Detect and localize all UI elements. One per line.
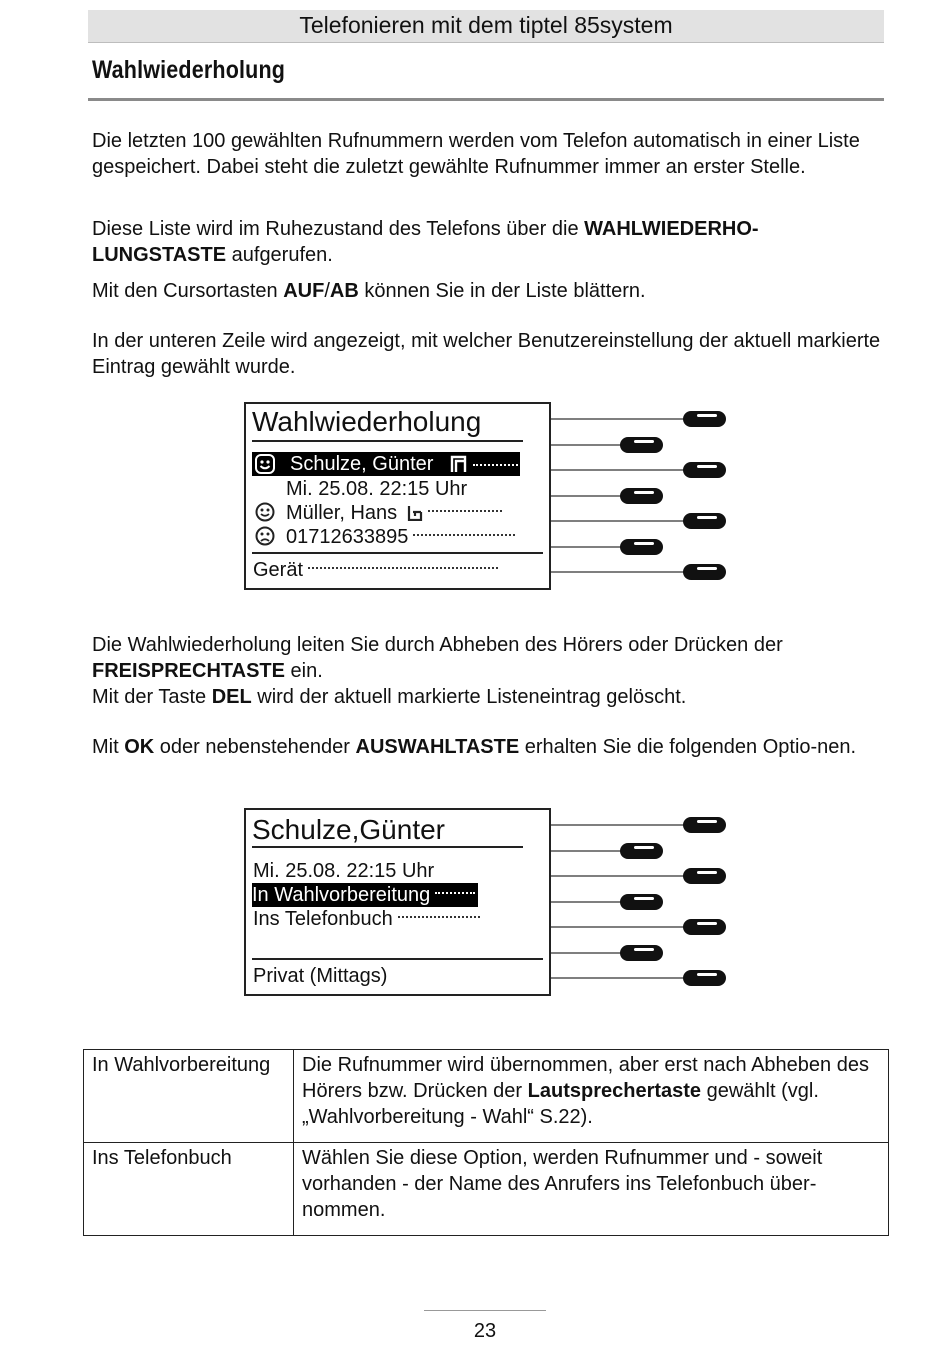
leader-dots [413, 534, 515, 536]
display-title: Wahlwiederholung [252, 406, 482, 437]
softkey-button[interactable] [683, 462, 726, 478]
entry-name: Müller, Hans [286, 502, 398, 524]
option-name-cell: Ins Telefonbuch [84, 1143, 294, 1236]
option-name-cell: In Wahlvorbereitung [84, 1050, 294, 1143]
intro-p3-text-e: können Sie in der Liste blättern. [358, 280, 646, 302]
intro-paragraph-2 [92, 216, 882, 268]
display-status-rule [252, 552, 543, 554]
display-title-rule [252, 440, 523, 442]
table-row [84, 1143, 889, 1236]
softkey-button[interactable] [683, 868, 726, 884]
middle-p3-text-c: oder nebenstehender [154, 736, 356, 758]
softkey-button[interactable] [683, 919, 726, 935]
softkey-button[interactable] [620, 945, 663, 961]
entry-number: 01712633895 [286, 526, 409, 548]
leader-dots [473, 464, 518, 466]
smiley-icon [254, 501, 276, 523]
running-header-title: Telefonieren mit dem tiptel 85system [299, 12, 673, 38]
desc-text: gewählt (vgl. „Wahlvorbereitung - Wahl“ S.22). [302, 1080, 819, 1128]
intro-p3-text-a: Mit den Cursortasten [92, 280, 284, 302]
select-key-label: AUSWAHLTASTE [355, 736, 520, 758]
softkey-button[interactable] [683, 970, 726, 986]
user-b-icon [407, 505, 423, 521]
intro-paragraph-1: Die letzten 100 gewählten Rufnummern werden vom Telefon automatisch in einer Liste gespeichert. Dabei steht die zuletzt gewählte Rufnummer immer an erster Stelle. [92, 130, 860, 178]
status-text: Gerät [253, 559, 304, 581]
softkey-button[interactable] [620, 843, 663, 859]
redial-key-label: WAHLWIEDERHO-LUNGSTASTE [92, 218, 759, 266]
middle-paragraph-3 [92, 734, 882, 760]
up-key-label: AUF [283, 280, 325, 302]
desc-bold: Lautsprechertaste [527, 1080, 702, 1102]
middle-paragraph-2 [92, 684, 882, 710]
user-a-icon [450, 455, 468, 473]
softkey-button[interactable] [683, 411, 726, 427]
intro-p2-text-a: Diese Liste wird im Ruhezustand des Telefons über die [92, 218, 585, 240]
title-divider [88, 98, 884, 101]
softkey-button[interactable] [683, 564, 726, 580]
redial-entry-selected[interactable] [252, 452, 520, 476]
intro-paragraph-4: In der unteren Zeile wird angezeigt, mit welcher Benutzereinstellung der aktuell markierte Eintrag gewählt wurde. [92, 330, 881, 378]
middle-p2-text-c: wird der aktuell markierte Listeneintrag gelöscht. [251, 686, 687, 708]
down-key-label: AB [329, 280, 359, 302]
footer-divider [424, 1310, 546, 1311]
option-ins-telefonbuch[interactable] [253, 907, 480, 931]
options-display [244, 808, 551, 996]
softkey-button[interactable] [683, 817, 726, 833]
display-status-line: Privat (Mittags) [253, 965, 388, 987]
del-key-label: DEL [211, 686, 252, 708]
option-in-wahlvorbereitung[interactable] [252, 883, 478, 907]
display-title: Schulze,Günter [252, 814, 445, 845]
entry-datetime: Mi. 25.08. 22:15 Uhr [286, 478, 468, 500]
entry-datetime: Mi. 25.08. 22:15 Uhr [253, 860, 435, 882]
slash-text: / [324, 280, 330, 302]
running-header [88, 10, 884, 43]
middle-p1-text-a: Die Wahlwiederholung leiten Sie durch Abheben des Hörers oder Drücken der [92, 634, 783, 656]
ok-key-label: OK [124, 736, 155, 758]
options-table [83, 1049, 889, 1236]
option-label: Ins Telefonbuch [253, 908, 393, 930]
option-description-cell: Wählen Sie diese Option, werden Rufnummer und - soweit vorhanden - der Name des Anrufers ins Telefonbuch über-nommen. [294, 1143, 889, 1236]
softkey-button[interactable] [683, 513, 726, 529]
page-number: 23 [473, 1320, 497, 1342]
middle-paragraph-1 [92, 632, 882, 684]
desc-text: Die Rufnummer wird übernommen, aber erst nach Abheben des Hörers bzw. Drücken der [302, 1054, 869, 1102]
redial-entry[interactable] [286, 501, 502, 525]
sad-smiley-icon [254, 525, 276, 547]
option-description-cell [294, 1050, 889, 1143]
display-status-rule [252, 958, 543, 960]
table-row [84, 1050, 889, 1143]
smiley-icon [254, 453, 276, 475]
redial-list-display [244, 402, 551, 590]
handsfree-key-label: FREISPRECHTASTE [92, 660, 285, 682]
leader-dots [398, 916, 480, 918]
intro-paragraph-3 [92, 278, 882, 304]
entry-name: Schulze, Günter [290, 453, 434, 475]
display-status-line [253, 558, 498, 582]
softkey-button[interactable] [620, 894, 663, 910]
middle-p1-text-c: ein. [284, 660, 323, 682]
middle-p3-text-e: erhalten Sie die folgenden Optio-nen. [519, 736, 857, 758]
leader-dots [435, 892, 475, 894]
section-title: Wahlwiederholung [92, 56, 286, 84]
leader-dots [308, 567, 498, 569]
softkey-button[interactable] [620, 488, 663, 504]
display-title-rule [252, 846, 523, 848]
redial-entry[interactable] [286, 525, 515, 549]
leader-dots [428, 510, 502, 512]
softkey-button[interactable] [620, 437, 663, 453]
middle-p3-text-a: Mit [92, 736, 125, 758]
intro-p2-text-c: aufgerufen. [226, 244, 333, 266]
softkey-button[interactable] [620, 539, 663, 555]
option-label: In Wahlvorbereitung [252, 884, 431, 906]
middle-p2-text-a: Mit der Taste [92, 686, 212, 708]
